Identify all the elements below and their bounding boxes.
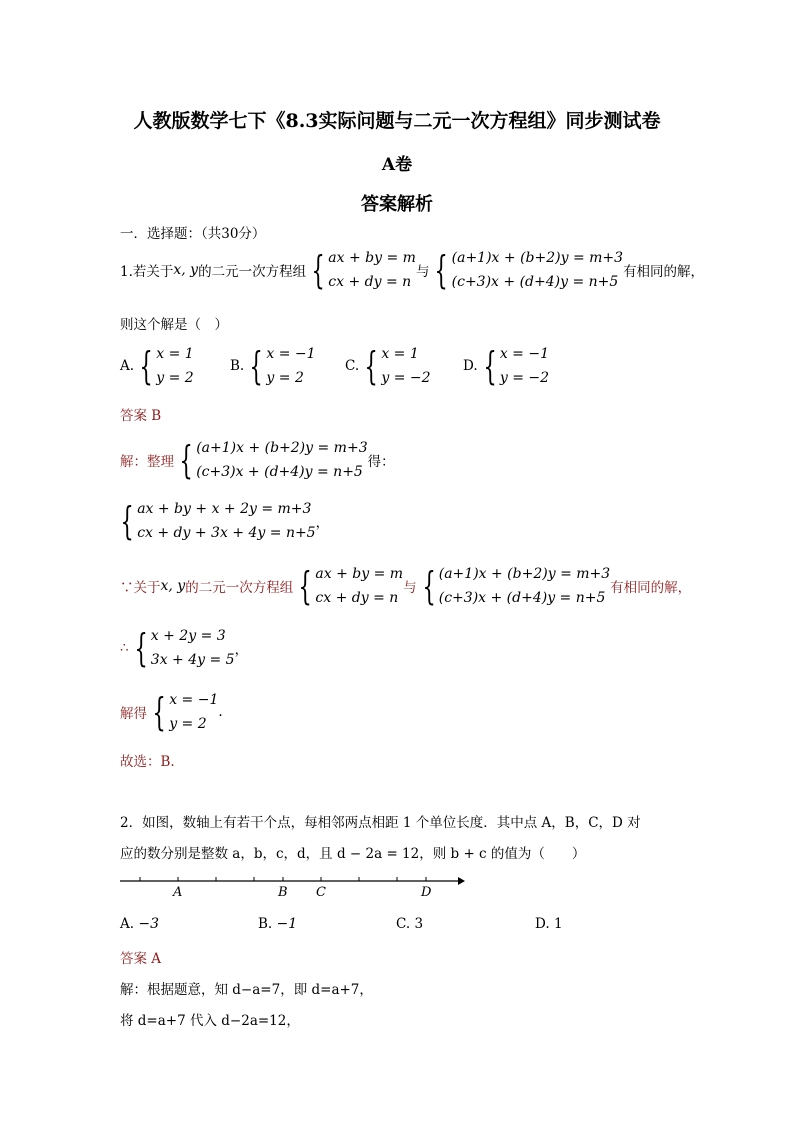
q1-sol-prefix: 解：整理 [120,454,174,470]
option-d-eq1: x = −1 [499,346,549,362]
document-title: 人教版数学七下《8.3实际问题与二元一次方程组》同步测试卷 [133,110,661,132]
q2-option-c[interactable] [396,916,423,932]
arrow-icon [458,877,465,885]
q1-sol-eq1: (a+1)x + (b+2)y = m+3 [196,440,368,456]
document-subtitle: A卷 [381,155,413,175]
therefore-eq1: x + 2y = 3 [150,628,226,644]
section-heading: 一．选择题：（共30分） [120,226,266,242]
option-a-eq1: x = 1 [156,346,194,362]
option-b[interactable] [230,342,316,390]
q2-option-b-label: B. [258,916,273,932]
question-2-line2: 应的数分别是整数 a，b，c，d，且 d − 2a = 12，则 b + c 的值为（ ） [120,846,586,862]
q2-option-c-value: 3 [414,916,424,932]
brace-icon: { [311,248,325,292]
brace-icon: { [364,344,378,388]
because-connector: 与 [403,580,417,596]
brace-icon: { [298,564,312,608]
point-b-label: B [278,885,288,900]
option-b-label: B. [230,358,245,374]
question-1-stem [120,246,704,294]
point-d-label: D [421,885,432,900]
q1-sol-eq2: (c+3)x + (d+4)y = n+5 [196,464,363,480]
q1-solution-step1 [120,436,395,484]
q1-sysa-eq1: ax + by = m [328,250,416,266]
brace-icon: { [422,564,436,608]
brace-icon: { [434,248,449,292]
q1-because-line [120,562,691,610]
q2-solution-line1: 解：根据题意，知 d−a=7，即 d=a+7， [120,982,373,998]
because-prefix: ∵关于 [120,580,161,596]
q2-option-d-value: 1 [553,916,563,932]
because-sysb-eq1: (a+1)x + (b+2)y = m+3 [438,566,611,582]
q1-step2-eq2: cx + dy + 3x + 4y = n+5 [137,525,316,541]
q1-vars: x, y [173,262,199,278]
q2-option-a[interactable] [120,916,159,932]
option-b-eq2: y = 2 [266,370,304,386]
brace-icon: { [483,344,497,388]
solved-eq1: x = −1 [169,692,219,708]
q1-answer: 答案 B [120,408,162,424]
solved-prefix: 解得 [120,706,147,722]
q1-therefore-line [120,624,248,672]
solved-tail: . [218,704,223,720]
brace-icon: { [120,499,134,543]
because-sysa-eq1: ax + by = m [315,566,404,582]
brace-icon: { [139,344,153,388]
q2-option-a-value: −3 [138,916,159,932]
option-a-eq2: y = 2 [156,370,194,386]
q2-option-d-label: D. [535,916,550,932]
option-d-eq2: y = −2 [499,370,550,386]
number-line [120,870,465,902]
answer-heading: 答案解析 [361,194,433,215]
point-c-label: C [316,885,326,900]
solved-eq2: y = 2 [169,716,207,732]
option-c-label: C. [345,358,360,374]
q1-solution-step2 [115,497,329,545]
q2-option-c-label: C. [396,916,411,932]
q1-connector: 与 [415,264,430,280]
q1-system-a [306,246,416,294]
brace-icon: { [179,438,193,482]
point-a-label: A [173,885,183,900]
q2-option-d[interactable] [535,916,563,932]
option-d[interactable] [463,342,549,390]
brace-icon: { [249,344,263,388]
q1-solved-line [120,688,223,736]
because-sysb-eq2: (c+3)x + (d+4)y = n+5 [438,590,606,606]
option-a[interactable] [120,342,194,390]
therefore-eq2: 3x + 4y = 5 [150,652,235,668]
q1-sysb-eq2: (c+3)x + (d+4)y = n+5 [451,274,619,290]
therefore-symbol: ∴ [120,640,129,656]
q2-option-b[interactable] [258,916,297,932]
option-c-eq1: x = 1 [381,346,419,362]
q1-sysb-eq1: (a+1)x + (b+2)y = m+3 [451,250,624,266]
option-a-label: A. [120,358,135,374]
because-vars: x, y [160,578,186,594]
brace-icon: { [152,690,166,734]
q1-step2-eq1: ax + by + x + 2y = m+3 [137,501,312,517]
option-c[interactable] [345,342,431,390]
option-c-eq2: y = −2 [381,370,431,386]
question-2-line1: 2．如图，数轴上有若干个点，每相邻两点相距 1 个单位长度．其中点 A，B，C，D 对 [120,815,641,831]
question-1-line2: 则这个解是（ ） [120,317,228,333]
brace-icon: { [134,626,148,670]
q1-system-b [429,246,623,294]
therefore-tail: ， [234,642,249,658]
q2-option-b-value: −1 [276,916,298,932]
q1-prefix: 1.若关于 [120,264,174,280]
q1-mid: 的二元一次方程组 [198,264,307,280]
q1-step2-tail: ， [315,515,330,531]
option-b-eq1: x = −1 [266,346,316,362]
q2-option-a-label: A. [120,916,135,932]
because-sysa-eq2: cx + dy = n [315,590,399,606]
because-mid: 的二元一次方程组 [185,580,294,596]
q1-sysa-eq2: cx + dy = n [328,274,412,290]
q1-sol-suffix: 得： [367,454,395,470]
q2-solution-line2: 将 d=a+7 代入 d−2a=12， [120,1013,300,1029]
option-d-label: D. [463,358,478,374]
q1-suffix: 有相同的解， [623,264,705,280]
because-suffix: 有相同的解， [610,580,692,596]
q2-answer: 答案 A [120,951,162,967]
q1-choice: 故选：B. [120,754,175,770]
